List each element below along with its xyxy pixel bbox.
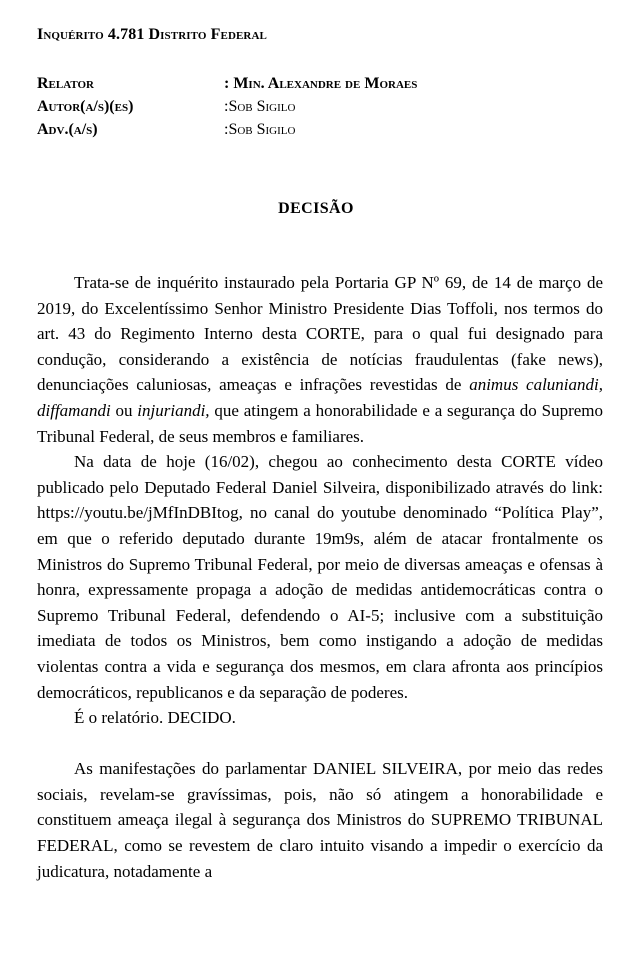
paragraph-4: As manifestações do parlamentar DANIEL SILVEIRA, por meio das redes sociais, revelam-se gravíssimas, pois, não só atingem a honorabilidade e constituem ameaça ilegal à segurança dos Ministros do SUPREMO TRIBUNAL FEDERAL, como se revestem de claro intuito visando a impedir o exercício da judicatura, notadamente a bbox=[37, 759, 603, 881]
paragraph-1 bbox=[37, 270, 603, 449]
metadata-label: Autor(a/s)(es) bbox=[37, 98, 134, 115]
document-body bbox=[37, 270, 603, 884]
case-title: Inquérito 4.781 Distrito Federal bbox=[37, 26, 267, 43]
metadata-row-advogado bbox=[37, 118, 597, 141]
paragraph-3: É o relatório. DECIDO. bbox=[74, 708, 236, 728]
metadata-value: :Sob Sigilo bbox=[224, 98, 296, 115]
metadata-row-relator bbox=[37, 72, 597, 95]
latin-term: animus caluniandi, diffamandi bbox=[37, 375, 603, 420]
metadata-label: Adv.(a/s) bbox=[37, 121, 98, 138]
paragraph-text: ou bbox=[110, 400, 138, 420]
metadata-value: :Sob Sigilo bbox=[224, 121, 296, 138]
metadata-label: Relator bbox=[37, 75, 94, 92]
paragraph-text: que atingem a honorabilidade e a segurança do Supremo Tribunal Federal, de seus membros e familiares. bbox=[37, 400, 603, 446]
section-heading: DECISÃO bbox=[278, 200, 354, 217]
metadata-value: : Min. Alexandre de Moraes bbox=[224, 75, 418, 92]
paragraph-2: Na data de hoje (16/02), chegou ao conhecimento desta CORTE vídeo publicado pelo Deputado Federal Daniel Silveira, disponibilizado através do link: https://youtu.be/jMfInDBItog, no canal do youtube denominado “Política Play”, em que o referido deputado durante 19m9s, além de atacar frontalmente os Ministros do Supremo Tribunal Federal, por meio de diversas ameaças e ofensas à honra, expressamente propaga a adoção de medidas antidemocráticas contra o Supremo Tribunal Federal, defendendo o AI-5; inclusive com a substituição imediata de todos os Ministros, bem como instigando a adoção de medidas violentas contra a vida e segurança dos mesmos, em clara afronta aos princípios democráticos, republicanos e da separação de poderes. bbox=[37, 452, 603, 702]
paragraph-text: Trata-se de inquérito instaurado pela Portaria GP Nº 69, de 14 de março de 2019, do Excelentíssimo Senhor Ministro Presidente Dias Toffoli, nos termos do art. 43 do Regimento Interno desta CORTE, para o qual fui designado para condução, considerando a existência de notícias fraudulentas (fake news), denunciações caluniosas, ameaças e infrações revestidas de bbox=[37, 273, 603, 395]
metadata-row-autor bbox=[37, 95, 597, 118]
case-metadata bbox=[37, 72, 597, 141]
latin-term: injuriandi, bbox=[137, 400, 210, 420]
